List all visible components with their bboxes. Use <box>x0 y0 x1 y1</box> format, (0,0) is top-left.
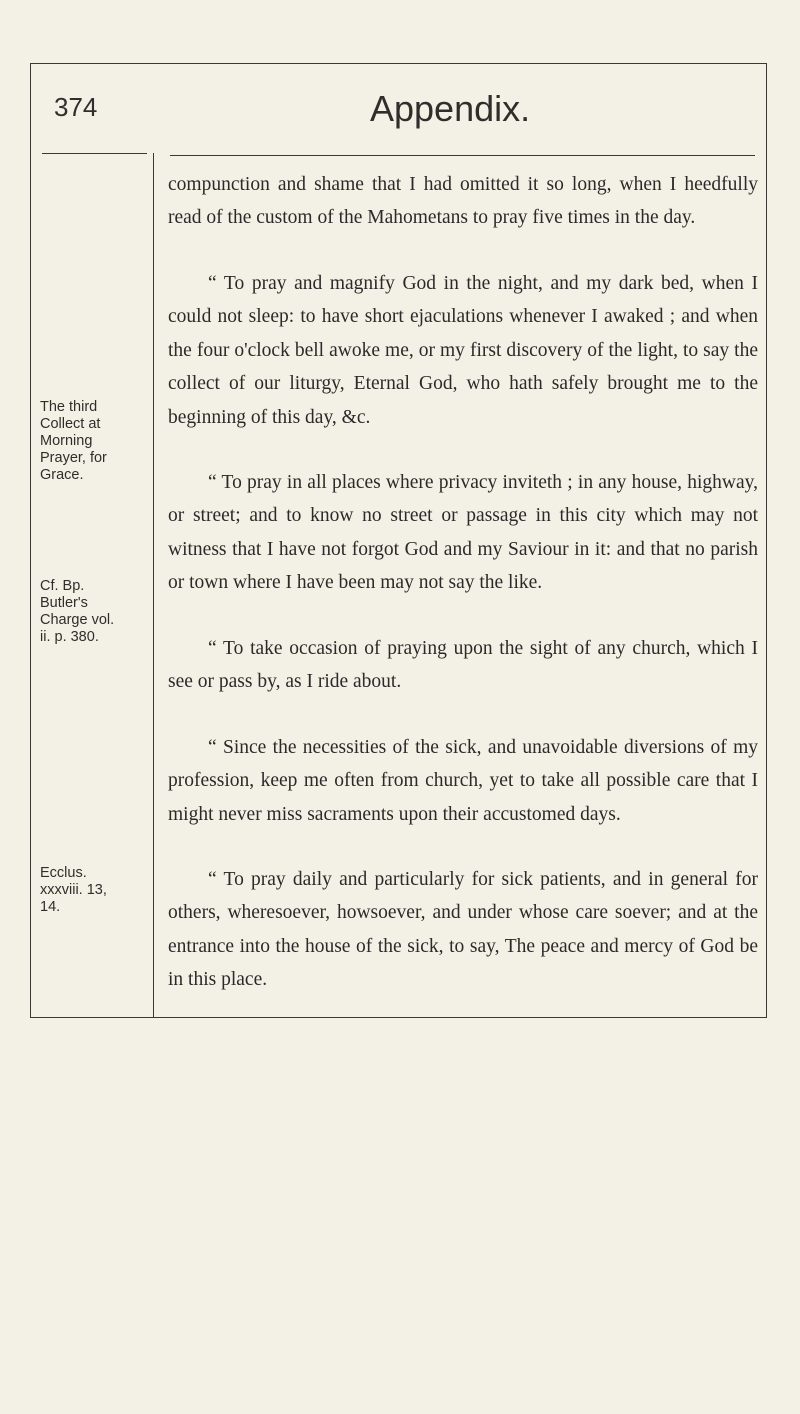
paragraph-3: “ To pray in all places where privacy inviteth ; in any house, highway, or street; and to know no street or passage in this city which may not witness that I have not forgot God and my Saviour in it: and that no parish or town where I have been may not say the like. <box>168 472 758 594</box>
column-divider <box>153 153 154 1017</box>
paragraph-4: “ To take occasion of praying upon the sight of any church, which I see or pass by, as I ride about. <box>168 638 758 693</box>
bottom-rule <box>30 1017 767 1018</box>
margin-note-third-collect: The third Collect at Morning Prayer, for Grace. <box>40 399 107 483</box>
page-title: Appendix. <box>370 88 531 129</box>
header-rule-right <box>170 155 755 156</box>
paragraph-5: “ Since the necessities of the sick, and unavoidable diversions of my profession, keep me often from church, yet to take all possible care that I might never miss sacraments upon their accustomed days. <box>168 737 758 825</box>
paragraph-6: “ To pray daily and particularly for sick patients, and in general for others, wheresoever, howsoever, and under whose care soever; and at the entrance into the house of the sick, to say, The peace and mercy of God be in this place. <box>168 869 758 991</box>
header-rule-left <box>42 153 147 154</box>
page-number: 374 <box>54 92 98 122</box>
paragraph-1: compunction and shame that I had omitted it so long, when I heedfully read of the custom of the Mahometans to pray five times in the day. <box>168 174 758 229</box>
margin-note-butler: Cf. Bp. Butler's Charge vol. ii. p. 380. <box>40 578 115 645</box>
margin-note-ecclus: Ecclus. xxxviii. 13, 14. <box>40 865 107 915</box>
paragraph-2: “ To pray and magnify God in the night, and my dark bed, when I could not sleep: to have short ejaculations whenever I awaked ; and when the four o'clock bell awoke me, or my first discovery of the light, to say the collect of our liturgy, Eternal God, who hath safely brought me to the beginning of this day, &c. <box>168 273 758 428</box>
